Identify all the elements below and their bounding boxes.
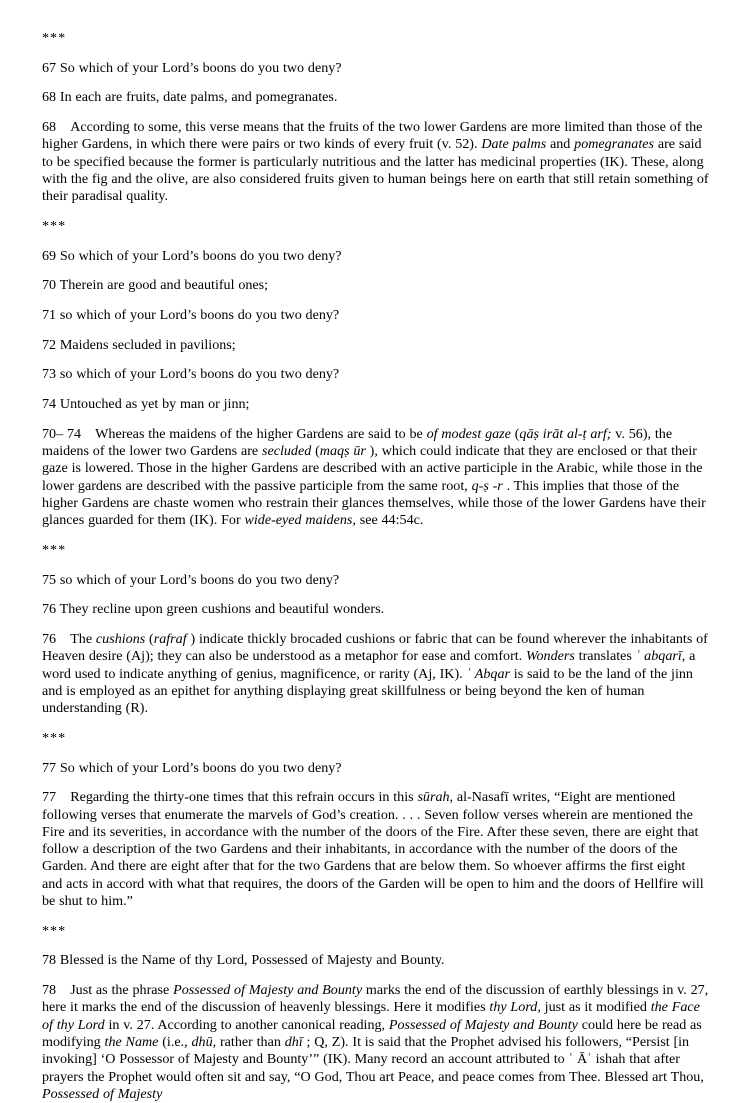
commentary-paragraph xyxy=(42,789,709,910)
text-run: 72 Maidens secluded in pavilions; xyxy=(42,336,236,353)
verse-line xyxy=(42,601,709,618)
verse-line xyxy=(42,396,709,413)
verse-line xyxy=(42,248,709,265)
text-run: 70– 74 Whereas the maidens of the higher Gardens are said to be xyxy=(42,425,427,442)
section-separator: *** xyxy=(42,922,67,939)
italic-text-run: ʿ Abqar xyxy=(466,665,510,682)
section-separator: *** xyxy=(42,30,67,46)
text-run: are said to be specified because the former is particularly nutritious and the latter has medicinal properties (IK). These, along with the fig and the olive, are also considered fruits given to human beings here on earth that still retain something of their paradisal quality. xyxy=(42,136,709,205)
text-run: in v. 27. According to another canonical reading, xyxy=(104,1016,389,1033)
text-run: could here be read as modifying xyxy=(42,1016,702,1050)
italic-text-run: thy Lord, xyxy=(489,999,541,1016)
section-separator: *** xyxy=(42,729,67,746)
text-run: (i.e., xyxy=(158,1033,192,1050)
text-run: ), which could indicate that they are enclosed or that their gaze is lowered. Those in the higher Gardens are described with an active participle in the Arabic, while those in the lower gardens are described with the passive participle from the same root, xyxy=(42,443,703,494)
italic-text-run: secluded xyxy=(261,443,312,460)
italic-text-run: qāṣ irāt al-ṭ arf; xyxy=(519,425,612,442)
commentary-paragraph xyxy=(42,119,709,205)
italic-text-run: rafraf xyxy=(153,630,187,647)
text-run: 71 so which of your Lord’s boons do you two deny? xyxy=(42,307,340,323)
italic-text-run: the Face of thy Lord xyxy=(42,999,700,1033)
text-run: ( xyxy=(145,630,154,647)
section-separator: *** xyxy=(42,217,67,234)
text-run: 68 According to some, this verse means that the fruits of the two lower Gardens are more limited than those of the higher Gardens, in which there were pairs or two kinds of every fruit (v. 52). xyxy=(42,119,703,153)
verse-line xyxy=(42,307,709,324)
verse-line xyxy=(42,60,709,77)
text-run: 78 Blessed is the Name of thy Lord, Possessed of Majesty and Bounty. xyxy=(42,952,445,969)
italic-text-run: sūrah, xyxy=(417,789,454,806)
text-run: and xyxy=(546,136,575,153)
text-run: rather than xyxy=(216,1033,285,1050)
italic-text-run: ʿ abqarī, xyxy=(635,648,686,665)
text-run: 70 Therein are good and beautiful ones; xyxy=(42,277,269,294)
text-run: a word used to indicate anything of genius, magnificence, or rarity (Aj, IK). xyxy=(42,648,696,682)
verse-line xyxy=(42,277,709,294)
italic-text-run: q-ṣ -r xyxy=(471,477,503,494)
text-run: v. 56), the maidens of the lower two Gardens are xyxy=(42,425,673,460)
text-run: translates xyxy=(574,648,636,665)
italic-text-run: dhī xyxy=(284,1033,303,1050)
text-run: is said to be the land of the jinn and is employed as an epithet for anything displaying great skillfulness or being beyond the ken of human understanding (R). xyxy=(42,665,693,717)
text-run: 78 Just as the phrase xyxy=(42,982,174,999)
section-separator: *** xyxy=(42,541,67,558)
text-run: 76 The xyxy=(42,630,96,647)
text-run: ; Q, Z). It is said that the Prophet advised his followers, “Persist [in invoking] ‘O Possessor of Majesty and Bounty’” (IK). Many record an account attributed to ʿ Āʾ ishah that after prayers the Prophet would often sit and say, “O God, Thou art Peace, and peace comes from Thee. Blessed art Thou, xyxy=(42,1033,704,1085)
italic-text-run: dhū, xyxy=(191,1033,217,1050)
verse-line xyxy=(42,572,709,589)
text-run: 74 Untouched as yet by man or jinn; xyxy=(42,396,250,413)
text-run: just as it modified xyxy=(540,999,651,1016)
text-run: ( xyxy=(311,443,320,460)
text-run: 69 So which of your Lord’s boons do you two deny? xyxy=(42,247,342,264)
text-run: ) indicate thickly brocaded cushions or fabric that can be found wherever the inhabitants of Heaven desire (Aj); they can also be understood as a metaphor for ease and comfort. xyxy=(42,630,708,665)
verse-line xyxy=(42,366,709,383)
italic-text-run: pomegranates xyxy=(574,136,655,153)
commentary-paragraph xyxy=(42,982,709,1103)
text-run: al-Nasafī writes, “Eight are mentioned following verses that enumerate the marvels of God’s creation. . . . Seven follow verses wherein are mentioned the Fire and its severities, in accordance with the number of the doors of the Fire. After these seven, there are eight that follow a description of the two Gardens and their inhabitants, in accordance with the number of the doors of the Garden. And there are eight after that for the two Gardens that are below them. So whoever affirms the first eight and acts in accord with what that requires, the doors of the Garden will be open to him and the doors of Hellfire will be shut to him.” xyxy=(42,789,704,910)
italic-text-run: the Name xyxy=(104,1033,159,1050)
italic-text-run: Possessed of Majesty xyxy=(42,1085,163,1102)
text-run: 68 In each are fruits, date palms, and pomegranates. xyxy=(42,89,338,106)
italic-text-run: Possessed of Majesty and Bounty xyxy=(388,1016,578,1033)
verse-line xyxy=(42,760,709,777)
text-run: 67 So which of your Lord’s boons do you two deny? xyxy=(42,59,342,76)
text-content xyxy=(42,30,709,1103)
text-run: 77 Regarding the thirty-one times that this refrain occurs in this xyxy=(42,789,418,806)
commentary-paragraph xyxy=(42,426,709,530)
text-run: ( xyxy=(510,425,520,442)
italic-text-run: of modest gaze xyxy=(426,425,511,442)
text-run: see 44:54c. xyxy=(355,512,424,529)
verse-line xyxy=(42,89,709,106)
text-run: . This implies that those of the higher Gardens are chaste women who restrain their glances themselves, while those of the lower Gardens have their glances guarded for them (IK). For xyxy=(42,477,706,529)
commentary-paragraph xyxy=(42,631,709,717)
italic-text-run: Wonders xyxy=(526,648,575,665)
text-run: 75 so which of your Lord’s boons do you two deny? xyxy=(42,571,340,588)
text-run: 73 so which of your Lord’s boons do you two deny? xyxy=(42,366,340,383)
italic-text-run: Possessed of Majesty and Bounty xyxy=(173,982,363,999)
italic-text-run: maqṣ ūr xyxy=(319,443,366,460)
verse-line xyxy=(42,337,709,354)
text-run: marks the end of the discussion of earthly blessings in v. 27, here it marks the end of the discussion of heavenly blessings. Here it modifies xyxy=(42,982,709,1016)
italic-text-run: Date palms xyxy=(481,136,547,153)
verse-line xyxy=(42,952,709,969)
italic-text-run: cushions xyxy=(95,630,146,647)
text-run: 77 So which of your Lord’s boons do you two deny? xyxy=(42,759,342,776)
italic-text-run: wide-eyed maidens, xyxy=(244,512,356,529)
text-run: 76 They recline upon green cushions and beautiful wonders. xyxy=(42,601,385,618)
